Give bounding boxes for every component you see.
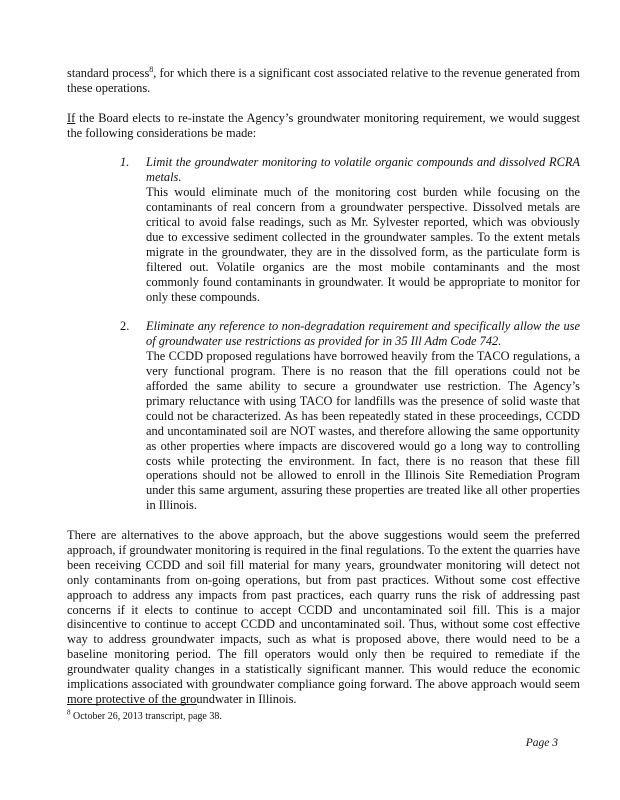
condition-paragraph [67,111,580,141]
list-item-body: This would eliminate much of the monitoring cost burden while focusing on the contaminants of real concern from a groundwater perspective. Dissolved metals are critical to avoid false readings, such as Mr. Sylvester reported, which was obviously due to excessive sediment collected in the groundwater samples. To the extent metals migrate in the groundwater, they are in the dissolved form, as the particulate form is filtered out. Volatile organics are the most mobile contaminants and the most commonly found contaminants in groundwater. It would be appropriate to monitor for only these compounds. [146,185,580,304]
list-item-heading: Limit the groundwater monitoring to volatile organic compounds and dissolved RCRA metals. [146,155,580,185]
intro-text-end: , for which there is a significant cost associated relative to the revenue generated from these operations. [67,66,580,95]
condition-text: the Board elects to re-instate the Agency’s groundwater monitoring requirement, we would suggest the following considerations be made: [67,110,580,140]
list-item [120,319,580,513]
document-body [67,66,580,722]
list-item-number: 1. [120,155,130,170]
list-item [120,155,580,304]
list-item-body: The CCDD proposed regulations have borrowed heavily from the TACO regulations, a very functional program. There is no reason that the fill operations could not be afforded the same ability to secure a groundwater use restriction. The Agency’s primary reluctance with using TACO for landfills was the presence of solid waste that could not be characterized. As has been repeatedly stated in these proceedings, CCDD and uncontaminated soil are NOT wastes, and therefore allowing the same opportunity as other properties where impacts are discovered would go a long way to controlling costs while protecting the environment. In fact, there is no reason that these fill operations should not be allowed to enroll in the Illinois Site Remediation Program under this same argument, assuring these properties are treated like all other properties in Illinois. [146,349,580,513]
footnote [67,708,222,723]
footnote-text: October 26, 2013 transcript, page 38. [70,711,222,722]
footnote-divider [67,704,197,705]
list-item-number: 2. [120,319,130,334]
closing-paragraph: There are alternatives to the above approach, but the above suggestions would seem the preferred approach, if groundwater monitoring is required in the final regulations. To the extent the quarries have been receiving CCDD and soil fill material for many years, groundwater monitoring will detect not only contaminants from on-going operations, but from past practices. Without some cost effective approach to address any impacts from past practices, each quarry runs the risk of addressing past concerns if it elects to continue to accept CCDD and uncontaminated soil fill. This is a major disincentive to continue to accept CCDD and uncontaminated soil. Thus, without some cost effective way to address groundwater impacts, such as what is proposed above, there would need to be a baseline monitoring period. The fill operators would only then be required to remediate if the groundwater quality changes in a statistically significant manner. This would reduce the economic implications associated with groundwater compliance going forward. The above approach would seem more protective of the groundwater in Illinois. [67,528,580,706]
intro-text-start: standard process [67,66,150,80]
page-number: Page 3 [525,737,558,749]
intro-paragraph [67,66,580,96]
underlined-if: If [67,110,76,125]
footnote-marker: 8 [67,708,71,717]
list-item-heading: Eliminate any reference to non-degradation requirement and specifically allow the use of groundwater use restrictions as provided for in 35 Ill Adm Code 742. [146,319,580,349]
footnote-reference: 8 [149,64,154,74]
considerations-list [67,155,580,513]
